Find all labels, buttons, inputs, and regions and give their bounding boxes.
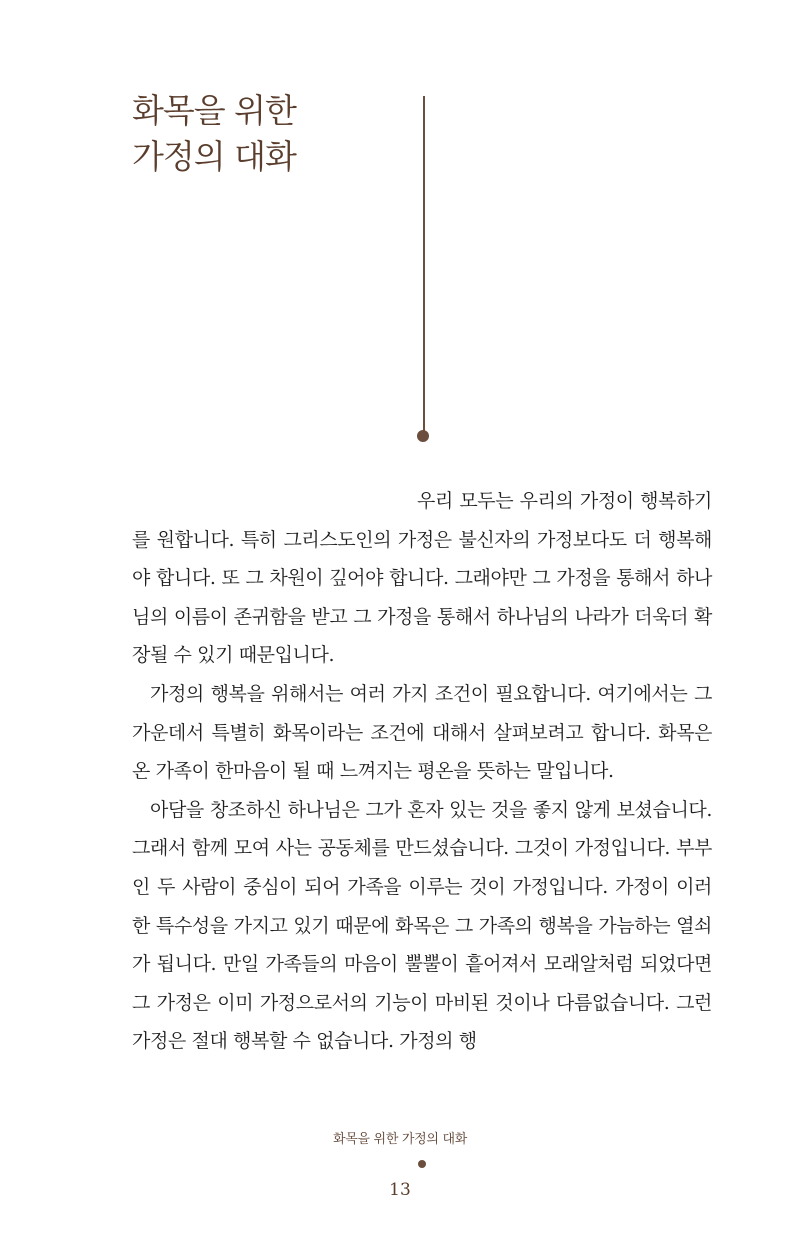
chapter-title-line-2: 가정의 대화 [132, 137, 296, 176]
footer-dot-icon [418, 1160, 426, 1168]
body-text [132, 482, 712, 1061]
paragraph-2: 가정의 행복을 위해서는 여러 가지 조건이 필요합니다. 여기에서는 그 가운데서 특별히 화목이라는 조건에 대해서 살펴보려고 합니다. 화목은 온 가족이 한마음이 될 때 느껴지는 평온을 뜻하는 말입니다. [132, 682, 712, 783]
decorative-vertical-line [423, 96, 425, 432]
chapter-title-line-1: 화목을 위한 [132, 91, 296, 130]
decorative-dot-icon [417, 430, 429, 442]
paragraph-3: 아담을 창조하신 하나님은 그가 혼자 있는 것을 좋지 않게 보셨습니다. 그래서 함께 모여 사는 공동체를 만드셨습니다. 그것이 가정입니다. 부부인 두 사람이 중심이 되어 가족을 이루는 것이 가정입니다. 가정이 이러한 특수성을 가지고 있기 때문에 화목은 그 가족의 행복을 가늠하는 열쇠가 됩니다. 만일 가족들의 마음이 뿔뿔이 흩어져서 모래알처럼 되었다면 그 가정은 이미 가정으로서의 기능이 마비된 것이나 다름없습니다. 그런 가정은 절대 행복할 수 없습니다. 가정의 행 [132, 798, 712, 1053]
paragraph-1: 우리 모두는 우리의 가정이 행복하기를 원합니다. 특히 그리스도인의 가정은 불신자의 가정보다도 더 행복해야 합니다. 또 그 차원이 깊어야 합니다. 그래야만 그 가정을 통해서 하나님의 이름이 존귀함을 받고 그 가정을 통해서 하나님의 나라가 더욱더 확장될 수 있기 때문입니다. [132, 490, 712, 667]
chapter-title [132, 88, 296, 180]
running-footer-title: 화목을 위한 가정의 대화 [332, 1132, 468, 1147]
page-number: 13 [389, 1180, 411, 1200]
